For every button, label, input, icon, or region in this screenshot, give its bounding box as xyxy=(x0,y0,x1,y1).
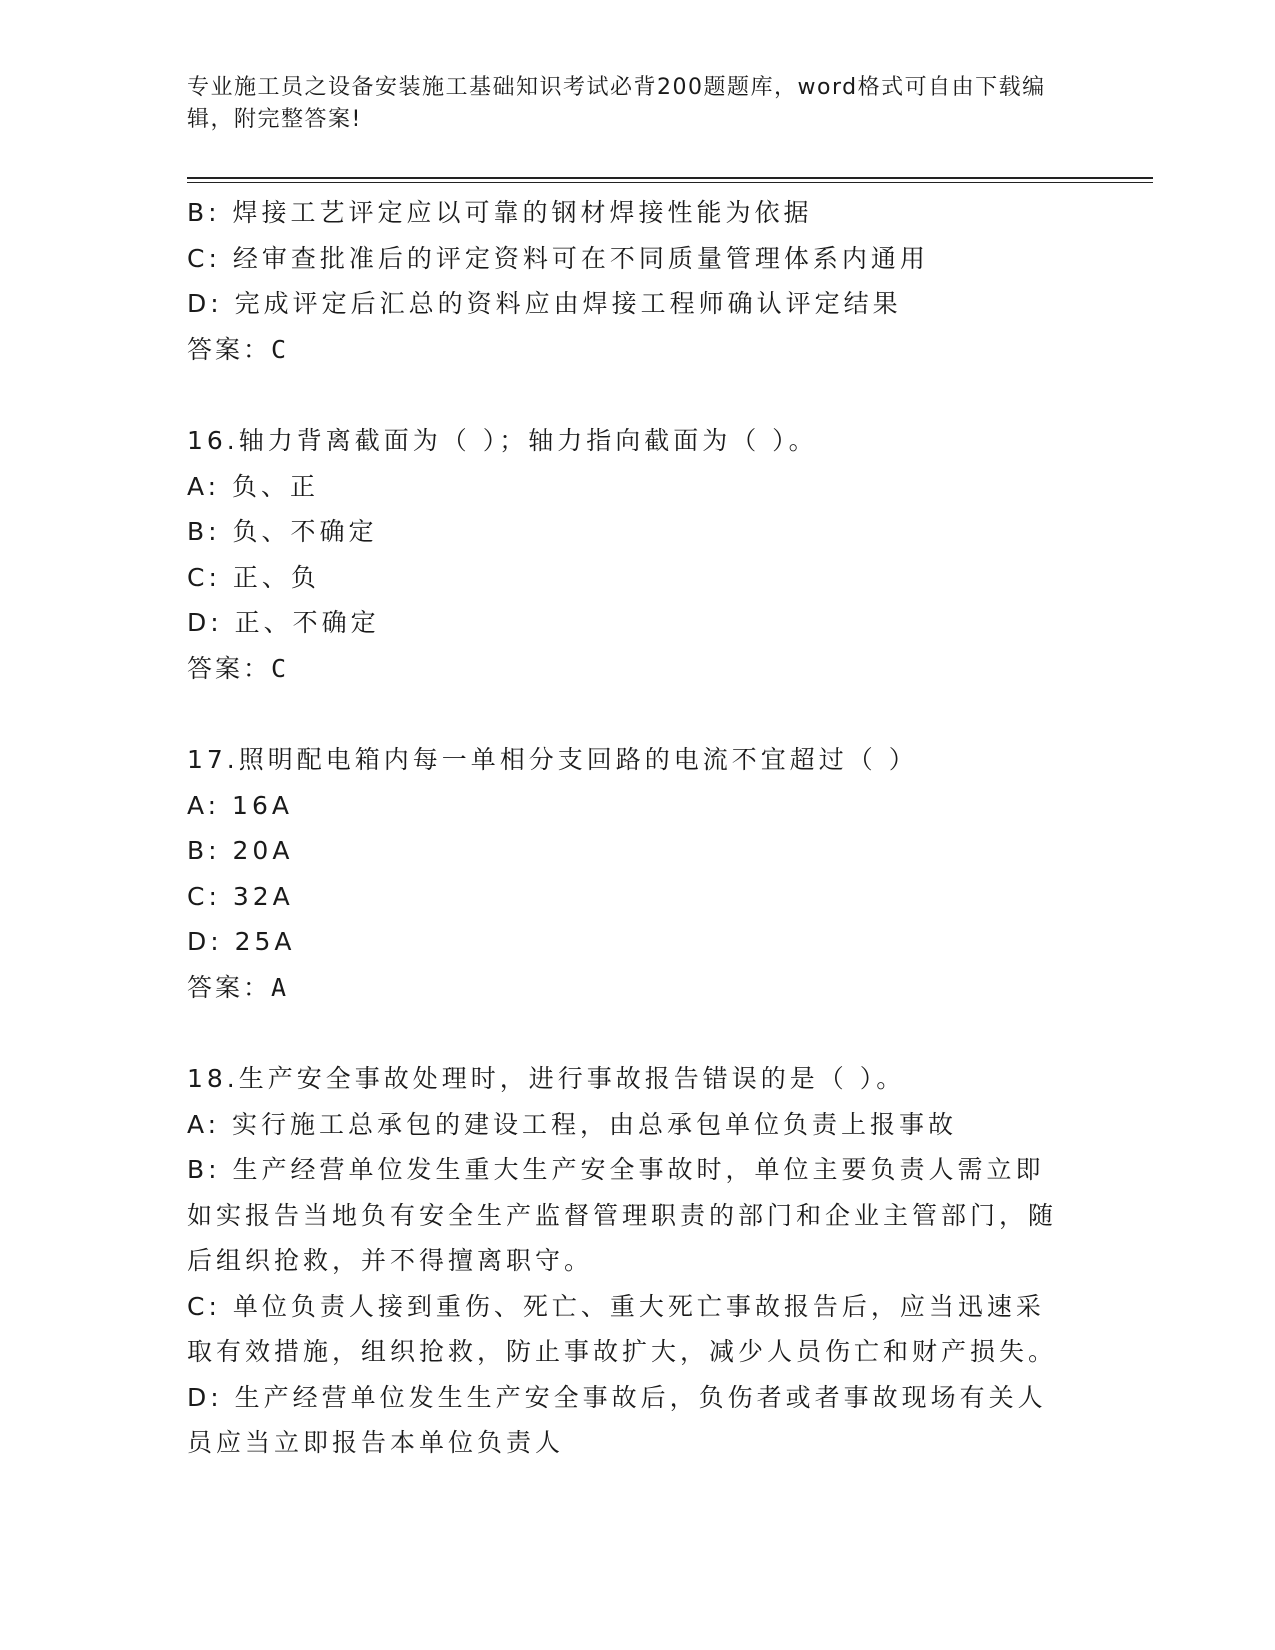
answer-label: 答案： xyxy=(187,972,272,1002)
question-16 xyxy=(187,418,1087,691)
option-d: D: 正、不确定 xyxy=(187,608,380,637)
question-content xyxy=(187,190,1087,1466)
answer-line xyxy=(187,646,1087,692)
option-b: B: 负、不确定 xyxy=(187,517,378,546)
option-b: B: 生产经营单位发生重大生产安全事故时，单位主要负责人需立即如实报告当地负有安全生产监督管理职责的部门和企业主管部门，随后组织抢救，并不得擅离职守。 xyxy=(187,1155,1058,1275)
document-header: 专业施工员之设备安装施工基础知识考试必背200题题库，word格式可自由下载编辑，附完整答案! xyxy=(187,75,1046,132)
header-divider-thin xyxy=(187,182,1153,183)
question-15-continued xyxy=(187,190,1087,372)
option-b: B: 焊接工艺评定应以可靠的钢材焊接性能为依据 xyxy=(187,198,813,227)
question-stem: 16.轴力背离截面为（ ）；轴力指向截面为（ ）。 xyxy=(187,426,818,455)
option-a: A: 实行施工总承包的建设工程，由总承包单位负责上报事故 xyxy=(187,1109,958,1139)
answer-value: C xyxy=(271,653,290,683)
option-d: D: 生产经营单位发生生产安全事故后，负伤者或者事故现场有关人员应当立即报告本单位负责人 xyxy=(187,1382,1047,1457)
question-18 xyxy=(187,1056,1087,1466)
answer-value: C xyxy=(271,334,290,364)
answer-label: 答案： xyxy=(187,334,272,364)
question-17 xyxy=(187,737,1087,1010)
option-c: C: 32A xyxy=(187,881,294,911)
option-d: D: 完成评定后汇总的资料应由焊接工程师确认评定结果 xyxy=(187,289,902,318)
option-d: D: 25A xyxy=(187,927,296,956)
option-c: C: 单位负责人接到重伤、死亡、重大死亡事故报告后，应当迅速采取有效措施，组织抢救，防止事故扩大，减少人员伤亡和财产损失。 xyxy=(187,1291,1058,1366)
answer-line xyxy=(187,965,1087,1011)
option-a: A: 负、正 xyxy=(187,471,320,501)
answer-value: A xyxy=(271,972,290,1002)
option-a: A: 16A xyxy=(187,790,293,820)
question-stem: 18.生产安全事故处理时，进行事故报告错误的是（ ）。 xyxy=(187,1064,906,1093)
answer-line xyxy=(187,327,1087,373)
option-c: C: 经审查批准后的评定资料可在不同质量管理体系内通用 xyxy=(187,243,929,273)
question-stem: 17.照明配电箱内每一单相分支回路的电流不宜超过（ ） xyxy=(187,745,918,774)
header-divider-thick xyxy=(187,177,1153,179)
option-c: C: 正、负 xyxy=(187,562,320,592)
answer-label: 答案： xyxy=(187,653,272,683)
option-b: B: 20A xyxy=(187,836,294,865)
